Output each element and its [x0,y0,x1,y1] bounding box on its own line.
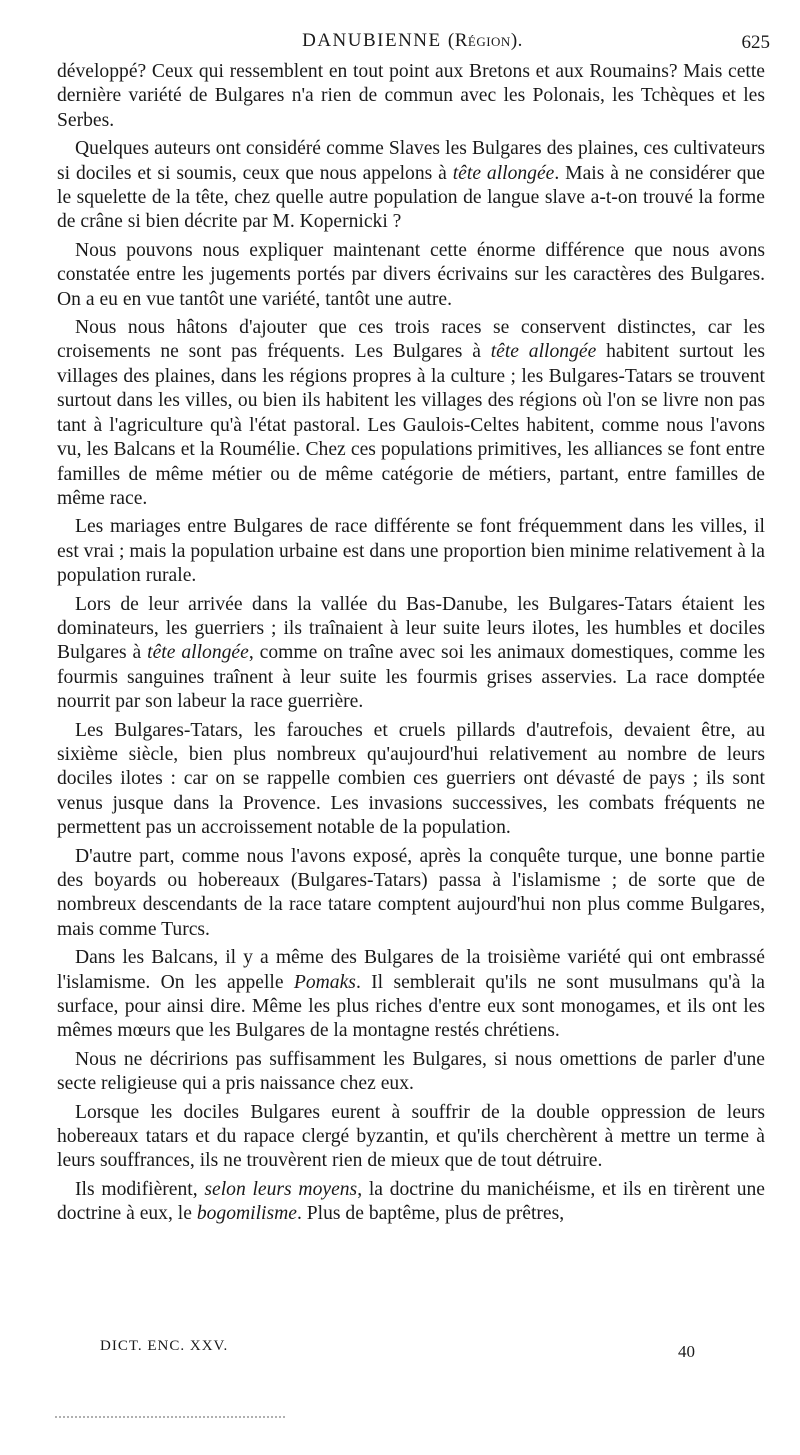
paragraph [57,946,765,1044]
text-run: Les Bulgares-Tatars, les farouches et cruels pillards d'autrefois, devaient être, au sixième siècle, bien plus nombreux qu'aujourd'hui relativement au nombre de leurs dociles ilotes : car on se rappelle combien ces guerriers ont dévasté de pays ; ils sont venus jusque dans la Provence. Les invasions successives, les combats fréquents ne permettent pas un accroissement notable de la population. [57,719,765,839]
paragraph [57,719,765,841]
text-run: , la doctrine du manichéisme, et ils en tirèrent une doctrine à eux, le [57,1178,765,1225]
italic-text: Pomaks [293,971,356,993]
paragraph [57,316,765,511]
italic-text: tête allongée [147,642,249,664]
text-run: . Il semblerait qu'ils ne sont musulmans qu'à la surface, pour ainsi dire. Même les plus riches d'entre eux sont monogames, et ils ont les mêmes mœurs que les Bulgares de la montagne restés chrétiens. [57,971,765,1042]
italic-text: selon leurs moyens [204,1178,358,1200]
running-title-main: DANUBIENNE [302,30,442,51]
text-run: D'autre part, comme nous l'avons exposé, après la conquête turque, une bonne partie des boyards ou hobereaux (Bulgares-Tatars) passa à l'islamisme ; de sorte que de nombreux descendants de la race tatare comptent aujourd'hui non plus comme Bulgares, mais comme Turcs. [57,845,765,940]
paragraph [57,137,765,235]
paragraph [57,845,765,943]
text-run: Nous pouvons nous expliquer maintenant cette énorme différence que nous avons constatée entre les jugements portés par divers écrivains sur les caractères des Bulgares. On a eu en vue tantôt une variété, tantôt une autre. [57,239,765,310]
signature-number: 40 [678,1342,695,1361]
paragraph [57,515,765,588]
text-run: habitent surtout les villages des plaines, dans les régions propres à la culture ; les Bulgares-Tatars se trouvent surtout dans les villes, ou bien ils habitent les villages des régions où l'on se livre non pas tant à l'agriculture qu'à l'état pastoral. Les Gaulois-Celtes habitent, comme nous l'avons vu, les Balcans et la Roumélie. Chez ces populations primitives, les alliances se font entre familles de même métier ou de même catégorie de métiers, partant, entre familles de même race. [57,341,765,509]
italic-text: tête allongée [490,341,597,363]
bottom-divider [55,1416,285,1420]
running-title [55,30,770,52]
text-run: , comme on traîne avec soi les animaux domestiques, comme les fourmis sanguines traînent à leur suite les fourmis grises asservies. La race domptée nourrit par son labeur la race guerrière. [57,642,765,713]
text-run: Nous nous hâtons d'ajouter que ces trois races se conservent distinctes, car les croisements ne sont pas fréquents. Les Bulgares à [57,317,765,363]
text-run: Ils modifièrent, [75,1178,205,1200]
printer-signature: DICT. ENC. XXV. [100,1338,229,1354]
paragraph [57,593,765,715]
paragraph [57,1048,765,1097]
text-run: Quelques auteurs ont considéré comme Slaves les Bulgares des plaines, ces cultivateurs si dociles et si soumis, ceux que nous appelons à [57,138,765,184]
italic-text: tête allongée [452,162,555,184]
text-run: développé? Ceux qui ressemblent en tout point aux Bretons et aux Roumains? Mais cette dernière variété de Bulgares n'a rien de commun avec les Polonais, les Tchèques et les Serbes. [57,61,765,131]
paragraph [57,60,765,133]
text-run: Lors de leur arrivée dans la vallée du Bas-Danube, les Bulgares-Tatars étaient les dominateurs, les guerriers ; ils traînaient à leur suite leurs ilotes, les humbles et dociles Bulgares à [57,593,765,664]
text-run: Les mariages entre Bulgares de race différente se font fréquemment dans les villes, il est vrai ; mais la population urbaine est dans une proportion bien minime relativement à la population rurale. [57,516,765,587]
page-number: 625 [741,32,770,53]
body-text [57,60,765,1231]
page-footer [100,1338,700,1368]
paragraph [57,239,765,312]
paragraph [57,1101,765,1174]
text-run: . Plus de baptême, plus de prêtres, [296,1203,565,1225]
italic-text: bogomilisme [196,1203,297,1225]
text-run: Lorsque les dociles Bulgares eurent à souffrir de la double oppression de leurs hobereaux tatars et du rapace clergé byzantin, et qu'ils cherchèrent à mettre un terme à leurs souffrances, ils ne trouvèrent rien de mieux que de tout détruire. [57,1101,765,1172]
running-title-region: (Région). [447,30,523,51]
text-run: Dans les Balcans, il y a même des Bulgares de la troisième variété qui ont embrassé l'islamisme. On les appelle [57,947,765,993]
text-run: . Mais à ne considérer que le squelette de la tête, chez quelle autre population de langue slave a-t-on trouvé la forme de crâne si bien décrite par M. Kopernicki ? [57,162,765,233]
paragraph [57,1178,765,1227]
page-header [55,30,770,60]
text-run: Nous ne décririons pas suffisamment les Bulgares, si nous omettions de parler d'une secte religieuse qui a pris naissance chez eux. [57,1048,765,1095]
